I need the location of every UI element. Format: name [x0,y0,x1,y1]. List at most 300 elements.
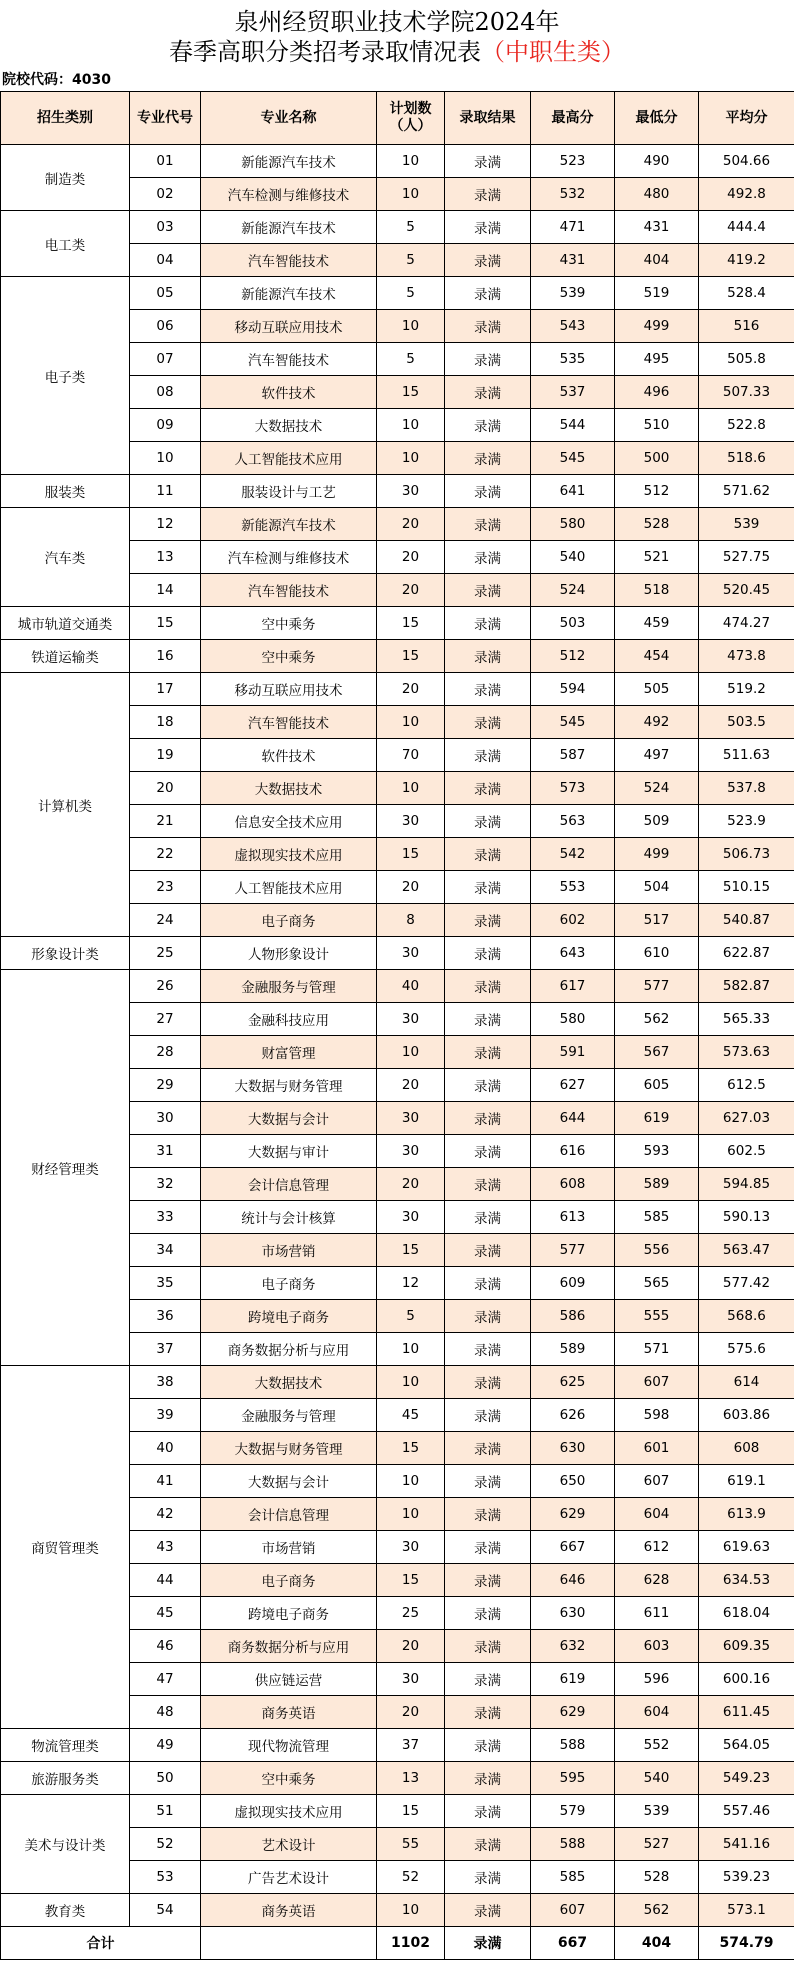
result-cell: 录满 [445,310,531,343]
name-cell: 电子商务 [201,1267,377,1300]
max-cell: 595 [531,1762,615,1795]
avg-cell: 612.5 [699,1069,794,1102]
min-cell: 604 [615,1696,699,1729]
code-cell: 20 [130,772,201,805]
total-max: 667 [531,1927,615,1960]
plan-cell: 20 [377,1630,445,1663]
code-cell: 29 [130,1069,201,1102]
plan-cell: 10 [377,706,445,739]
name-cell: 大数据与会计 [201,1465,377,1498]
category-cell: 美术与设计类 [1,1795,130,1894]
avg-cell: 564.05 [699,1729,794,1762]
min-cell: 603 [615,1630,699,1663]
min-cell: 571 [615,1333,699,1366]
total-result: 录满 [445,1927,531,1960]
min-cell: 604 [615,1498,699,1531]
name-cell: 移动互联应用技术 [201,310,377,343]
table-row [1,970,794,1003]
plan-cell: 5 [377,343,445,376]
table-row [1,145,794,178]
name-cell: 跨境电子商务 [201,1597,377,1630]
avg-cell: 537.8 [699,772,794,805]
plan-cell: 20 [377,541,445,574]
result-cell: 录满 [445,409,531,442]
avg-cell: 510.15 [699,871,794,904]
name-cell: 跨境电子商务 [201,1300,377,1333]
plan-cell: 20 [377,574,445,607]
plan-cell: 15 [377,1432,445,1465]
max-cell: 609 [531,1267,615,1300]
plan-cell: 5 [377,277,445,310]
name-cell: 会计信息管理 [201,1498,377,1531]
min-cell: 585 [615,1201,699,1234]
result-cell: 录满 [445,607,531,640]
name-cell: 大数据与会计 [201,1102,377,1135]
max-cell: 641 [531,475,615,508]
header-max: 最高分 [531,92,615,145]
max-cell: 617 [531,970,615,1003]
min-cell: 556 [615,1234,699,1267]
name-cell: 软件技术 [201,376,377,409]
max-cell: 580 [531,508,615,541]
result-cell: 录满 [445,772,531,805]
max-cell: 545 [531,442,615,475]
min-cell: 500 [615,442,699,475]
max-cell: 580 [531,1003,615,1036]
result-cell: 录满 [445,838,531,871]
code-cell: 32 [130,1168,201,1201]
code-cell: 44 [130,1564,201,1597]
table-row [1,607,794,640]
avg-cell: 540.87 [699,904,794,937]
min-cell: 605 [615,1069,699,1102]
min-cell: 612 [615,1531,699,1564]
max-cell: 630 [531,1432,615,1465]
plan-cell: 12 [377,1267,445,1300]
max-cell: 537 [531,376,615,409]
code-cell: 26 [130,970,201,1003]
max-cell: 602 [531,904,615,937]
code-cell: 42 [130,1498,201,1531]
max-cell: 523 [531,145,615,178]
code-cell: 07 [130,343,201,376]
plan-cell: 15 [377,640,445,673]
table-row [1,1366,794,1399]
avg-cell: 619.63 [699,1531,794,1564]
max-cell: 632 [531,1630,615,1663]
avg-cell: 568.6 [699,1300,794,1333]
avg-cell: 549.23 [699,1762,794,1795]
max-cell: 573 [531,772,615,805]
result-cell: 录满 [445,1366,531,1399]
name-cell: 空中乘务 [201,607,377,640]
min-cell: 496 [615,376,699,409]
name-cell: 新能源汽车技术 [201,277,377,310]
result-cell: 录满 [445,508,531,541]
name-cell: 市场营销 [201,1234,377,1267]
max-cell: 577 [531,1234,615,1267]
code-cell: 14 [130,574,201,607]
avg-cell: 520.45 [699,574,794,607]
result-cell: 录满 [445,442,531,475]
school-code: 院校代码：4030 [0,69,794,91]
result-cell: 录满 [445,1333,531,1366]
category-cell: 形象设计类 [1,937,130,970]
result-cell: 录满 [445,1564,531,1597]
avg-cell: 594.85 [699,1168,794,1201]
name-cell: 财富管理 [201,1036,377,1069]
result-cell: 录满 [445,1135,531,1168]
min-cell: 492 [615,706,699,739]
result-cell: 录满 [445,1531,531,1564]
plan-cell: 15 [377,1795,445,1828]
plan-cell: 52 [377,1861,445,1894]
avg-cell: 609.35 [699,1630,794,1663]
code-cell: 39 [130,1399,201,1432]
plan-cell: 15 [377,607,445,640]
table-row [1,1762,794,1795]
max-cell: 608 [531,1168,615,1201]
admission-table [0,91,794,1960]
code-cell: 53 [130,1861,201,1894]
name-cell: 汽车智能技术 [201,343,377,376]
code-cell: 09 [130,409,201,442]
result-cell: 录满 [445,1795,531,1828]
avg-cell: 627.03 [699,1102,794,1135]
code-cell: 45 [130,1597,201,1630]
max-cell: 544 [531,409,615,442]
avg-cell: 613.9 [699,1498,794,1531]
result-cell: 录满 [445,1729,531,1762]
plan-cell: 10 [377,1465,445,1498]
max-cell: 553 [531,871,615,904]
total-label: 合计 [1,1927,201,1960]
min-cell: 607 [615,1366,699,1399]
min-cell: 521 [615,541,699,574]
plan-cell: 10 [377,1894,445,1927]
name-cell: 大数据与财务管理 [201,1069,377,1102]
avg-cell: 504.66 [699,145,794,178]
min-cell: 528 [615,1861,699,1894]
code-cell: 03 [130,211,201,244]
document-title [0,7,794,67]
table-row [1,1795,794,1828]
result-cell: 录满 [445,739,531,772]
category-cell: 电子类 [1,277,130,475]
code-cell: 19 [130,739,201,772]
plan-cell: 10 [377,1498,445,1531]
plan-cell: 30 [377,1135,445,1168]
avg-cell: 614 [699,1366,794,1399]
code-cell: 51 [130,1795,201,1828]
plan-cell: 10 [377,1036,445,1069]
code-cell: 34 [130,1234,201,1267]
min-cell: 607 [615,1465,699,1498]
result-cell: 录满 [445,1663,531,1696]
min-cell: 611 [615,1597,699,1630]
max-cell: 616 [531,1135,615,1168]
name-cell: 现代物流管理 [201,1729,377,1762]
page [0,7,794,1960]
plan-cell: 15 [377,376,445,409]
code-cell: 22 [130,838,201,871]
title-line2-main: 春季高职分类招考录取情况表 [169,38,481,66]
plan-cell: 25 [377,1597,445,1630]
plan-cell: 20 [377,1168,445,1201]
name-cell: 人物形象设计 [201,937,377,970]
max-cell: 563 [531,805,615,838]
code-cell: 33 [130,1201,201,1234]
result-cell: 录满 [445,145,531,178]
avg-cell: 518.6 [699,442,794,475]
plan-cell: 40 [377,970,445,1003]
table-header [1,92,794,145]
avg-cell: 590.13 [699,1201,794,1234]
max-cell: 646 [531,1564,615,1597]
avg-cell: 603.86 [699,1399,794,1432]
min-cell: 454 [615,640,699,673]
name-cell: 供应链运营 [201,1663,377,1696]
code-cell: 02 [130,178,201,211]
result-cell: 录满 [445,211,531,244]
code-cell: 10 [130,442,201,475]
min-cell: 431 [615,211,699,244]
result-cell: 录满 [445,1201,531,1234]
name-cell: 人工智能技术应用 [201,442,377,475]
name-cell: 新能源汽车技术 [201,211,377,244]
plan-cell: 45 [377,1399,445,1432]
name-cell: 汽车检测与维修技术 [201,541,377,574]
name-cell: 电子商务 [201,1564,377,1597]
max-cell: 594 [531,673,615,706]
min-cell: 524 [615,772,699,805]
code-cell: 17 [130,673,201,706]
result-cell: 录满 [445,937,531,970]
code-cell: 52 [130,1828,201,1861]
max-cell: 532 [531,178,615,211]
name-cell: 艺术设计 [201,1828,377,1861]
category-cell: 服装类 [1,475,130,508]
min-cell: 589 [615,1168,699,1201]
result-cell: 录满 [445,871,531,904]
code-cell: 04 [130,244,201,277]
result-cell: 录满 [445,475,531,508]
avg-cell: 539.23 [699,1861,794,1894]
result-cell: 录满 [445,1894,531,1927]
avg-cell: 618.04 [699,1597,794,1630]
max-cell: 626 [531,1399,615,1432]
name-cell: 金融服务与管理 [201,970,377,1003]
plan-cell: 30 [377,1201,445,1234]
avg-cell: 516 [699,310,794,343]
header-plan: 计划数（人） [377,92,445,145]
plan-cell: 5 [377,211,445,244]
avg-cell: 473.8 [699,640,794,673]
name-cell: 商务数据分析与应用 [201,1333,377,1366]
title-line1: 泉州经贸职业技术学院2024年 [0,7,794,37]
code-cell: 35 [130,1267,201,1300]
name-cell: 商务英语 [201,1696,377,1729]
min-cell: 540 [615,1762,699,1795]
code-cell: 12 [130,508,201,541]
name-cell: 新能源汽车技术 [201,508,377,541]
plan-cell: 13 [377,1762,445,1795]
code-cell: 18 [130,706,201,739]
max-cell: 585 [531,1861,615,1894]
category-cell: 商贸管理类 [1,1366,130,1729]
max-cell: 667 [531,1531,615,1564]
min-cell: 519 [615,277,699,310]
min-cell: 596 [615,1663,699,1696]
max-cell: 588 [531,1729,615,1762]
max-cell: 524 [531,574,615,607]
plan-cell: 10 [377,310,445,343]
min-cell: 505 [615,673,699,706]
avg-cell: 419.2 [699,244,794,277]
name-cell: 大数据技术 [201,772,377,805]
code-cell: 30 [130,1102,201,1135]
max-cell: 619 [531,1663,615,1696]
code-cell: 15 [130,607,201,640]
avg-cell: 523.9 [699,805,794,838]
header-avg: 平均分 [699,92,794,145]
avg-cell: 528.4 [699,277,794,310]
min-cell: 567 [615,1036,699,1069]
code-cell: 31 [130,1135,201,1168]
max-cell: 545 [531,706,615,739]
code-cell: 24 [130,904,201,937]
name-cell: 汽车智能技术 [201,574,377,607]
min-cell: 562 [615,1894,699,1927]
max-cell: 625 [531,1366,615,1399]
avg-cell: 571.62 [699,475,794,508]
plan-cell: 10 [377,442,445,475]
code-cell: 08 [130,376,201,409]
result-cell: 录满 [445,1234,531,1267]
min-cell: 539 [615,1795,699,1828]
code-cell: 37 [130,1333,201,1366]
table-row [1,937,794,970]
plan-cell: 30 [377,937,445,970]
result-cell: 录满 [445,1267,531,1300]
name-cell: 商务数据分析与应用 [201,1630,377,1663]
code-cell: 40 [130,1432,201,1465]
max-cell: 644 [531,1102,615,1135]
header-code: 专业代号 [130,92,201,145]
category-cell: 财经管理类 [1,970,130,1366]
total-row [1,1927,794,1960]
name-cell: 大数据技术 [201,409,377,442]
result-cell: 录满 [445,1300,531,1333]
table-row [1,277,794,310]
min-cell: 628 [615,1564,699,1597]
plan-cell: 30 [377,805,445,838]
category-cell: 教育类 [1,1894,130,1927]
name-cell: 虚拟现实技术应用 [201,1795,377,1828]
name-cell: 大数据与审计 [201,1135,377,1168]
plan-cell: 55 [377,1828,445,1861]
avg-cell: 507.33 [699,376,794,409]
max-cell: 431 [531,244,615,277]
max-cell: 471 [531,211,615,244]
avg-cell: 622.87 [699,937,794,970]
table-row [1,508,794,541]
result-cell: 录满 [445,1630,531,1663]
result-cell: 录满 [445,244,531,277]
name-cell: 新能源汽车技术 [201,145,377,178]
header-result: 录取结果 [445,92,531,145]
table-row [1,211,794,244]
name-cell: 移动互联应用技术 [201,673,377,706]
max-cell: 512 [531,640,615,673]
code-cell: 47 [130,1663,201,1696]
name-cell: 统计与会计核算 [201,1201,377,1234]
avg-cell: 519.2 [699,673,794,706]
plan-cell: 15 [377,838,445,871]
min-cell: 499 [615,310,699,343]
plan-cell: 20 [377,673,445,706]
min-cell: 497 [615,739,699,772]
avg-cell: 573.63 [699,1036,794,1069]
max-cell: 607 [531,1894,615,1927]
min-cell: 593 [615,1135,699,1168]
code-cell: 41 [130,1465,201,1498]
table-row [1,640,794,673]
avg-cell: 575.6 [699,1333,794,1366]
total-min: 404 [615,1927,699,1960]
header-min: 最低分 [615,92,699,145]
avg-cell: 503.5 [699,706,794,739]
avg-cell: 582.87 [699,970,794,1003]
plan-cell: 10 [377,772,445,805]
name-cell: 商务英语 [201,1894,377,1927]
title-red-tag: （中职生类） [481,38,625,66]
max-cell: 579 [531,1795,615,1828]
result-cell: 录满 [445,640,531,673]
result-cell: 录满 [445,178,531,211]
min-cell: 577 [615,970,699,1003]
min-cell: 504 [615,871,699,904]
min-cell: 404 [615,244,699,277]
name-cell: 广告艺术设计 [201,1861,377,1894]
code-cell: 11 [130,475,201,508]
category-cell: 汽车类 [1,508,130,607]
min-cell: 510 [615,409,699,442]
name-cell: 大数据与财务管理 [201,1432,377,1465]
max-cell: 591 [531,1036,615,1069]
plan-cell: 20 [377,1696,445,1729]
avg-cell: 541.16 [699,1828,794,1861]
max-cell: 643 [531,937,615,970]
category-cell: 铁道运输类 [1,640,130,673]
plan-cell: 30 [377,1531,445,1564]
result-cell: 录满 [445,970,531,1003]
min-cell: 480 [615,178,699,211]
plan-cell: 15 [377,1564,445,1597]
plan-cell: 70 [377,739,445,772]
result-cell: 录满 [445,376,531,409]
plan-cell: 15 [377,1234,445,1267]
min-cell: 562 [615,1003,699,1036]
avg-cell: 563.47 [699,1234,794,1267]
table-row [1,673,794,706]
avg-cell: 565.33 [699,1003,794,1036]
result-cell: 录满 [445,574,531,607]
table-row [1,1729,794,1762]
avg-cell: 611.45 [699,1696,794,1729]
result-cell: 录满 [445,1399,531,1432]
result-cell: 录满 [445,805,531,838]
